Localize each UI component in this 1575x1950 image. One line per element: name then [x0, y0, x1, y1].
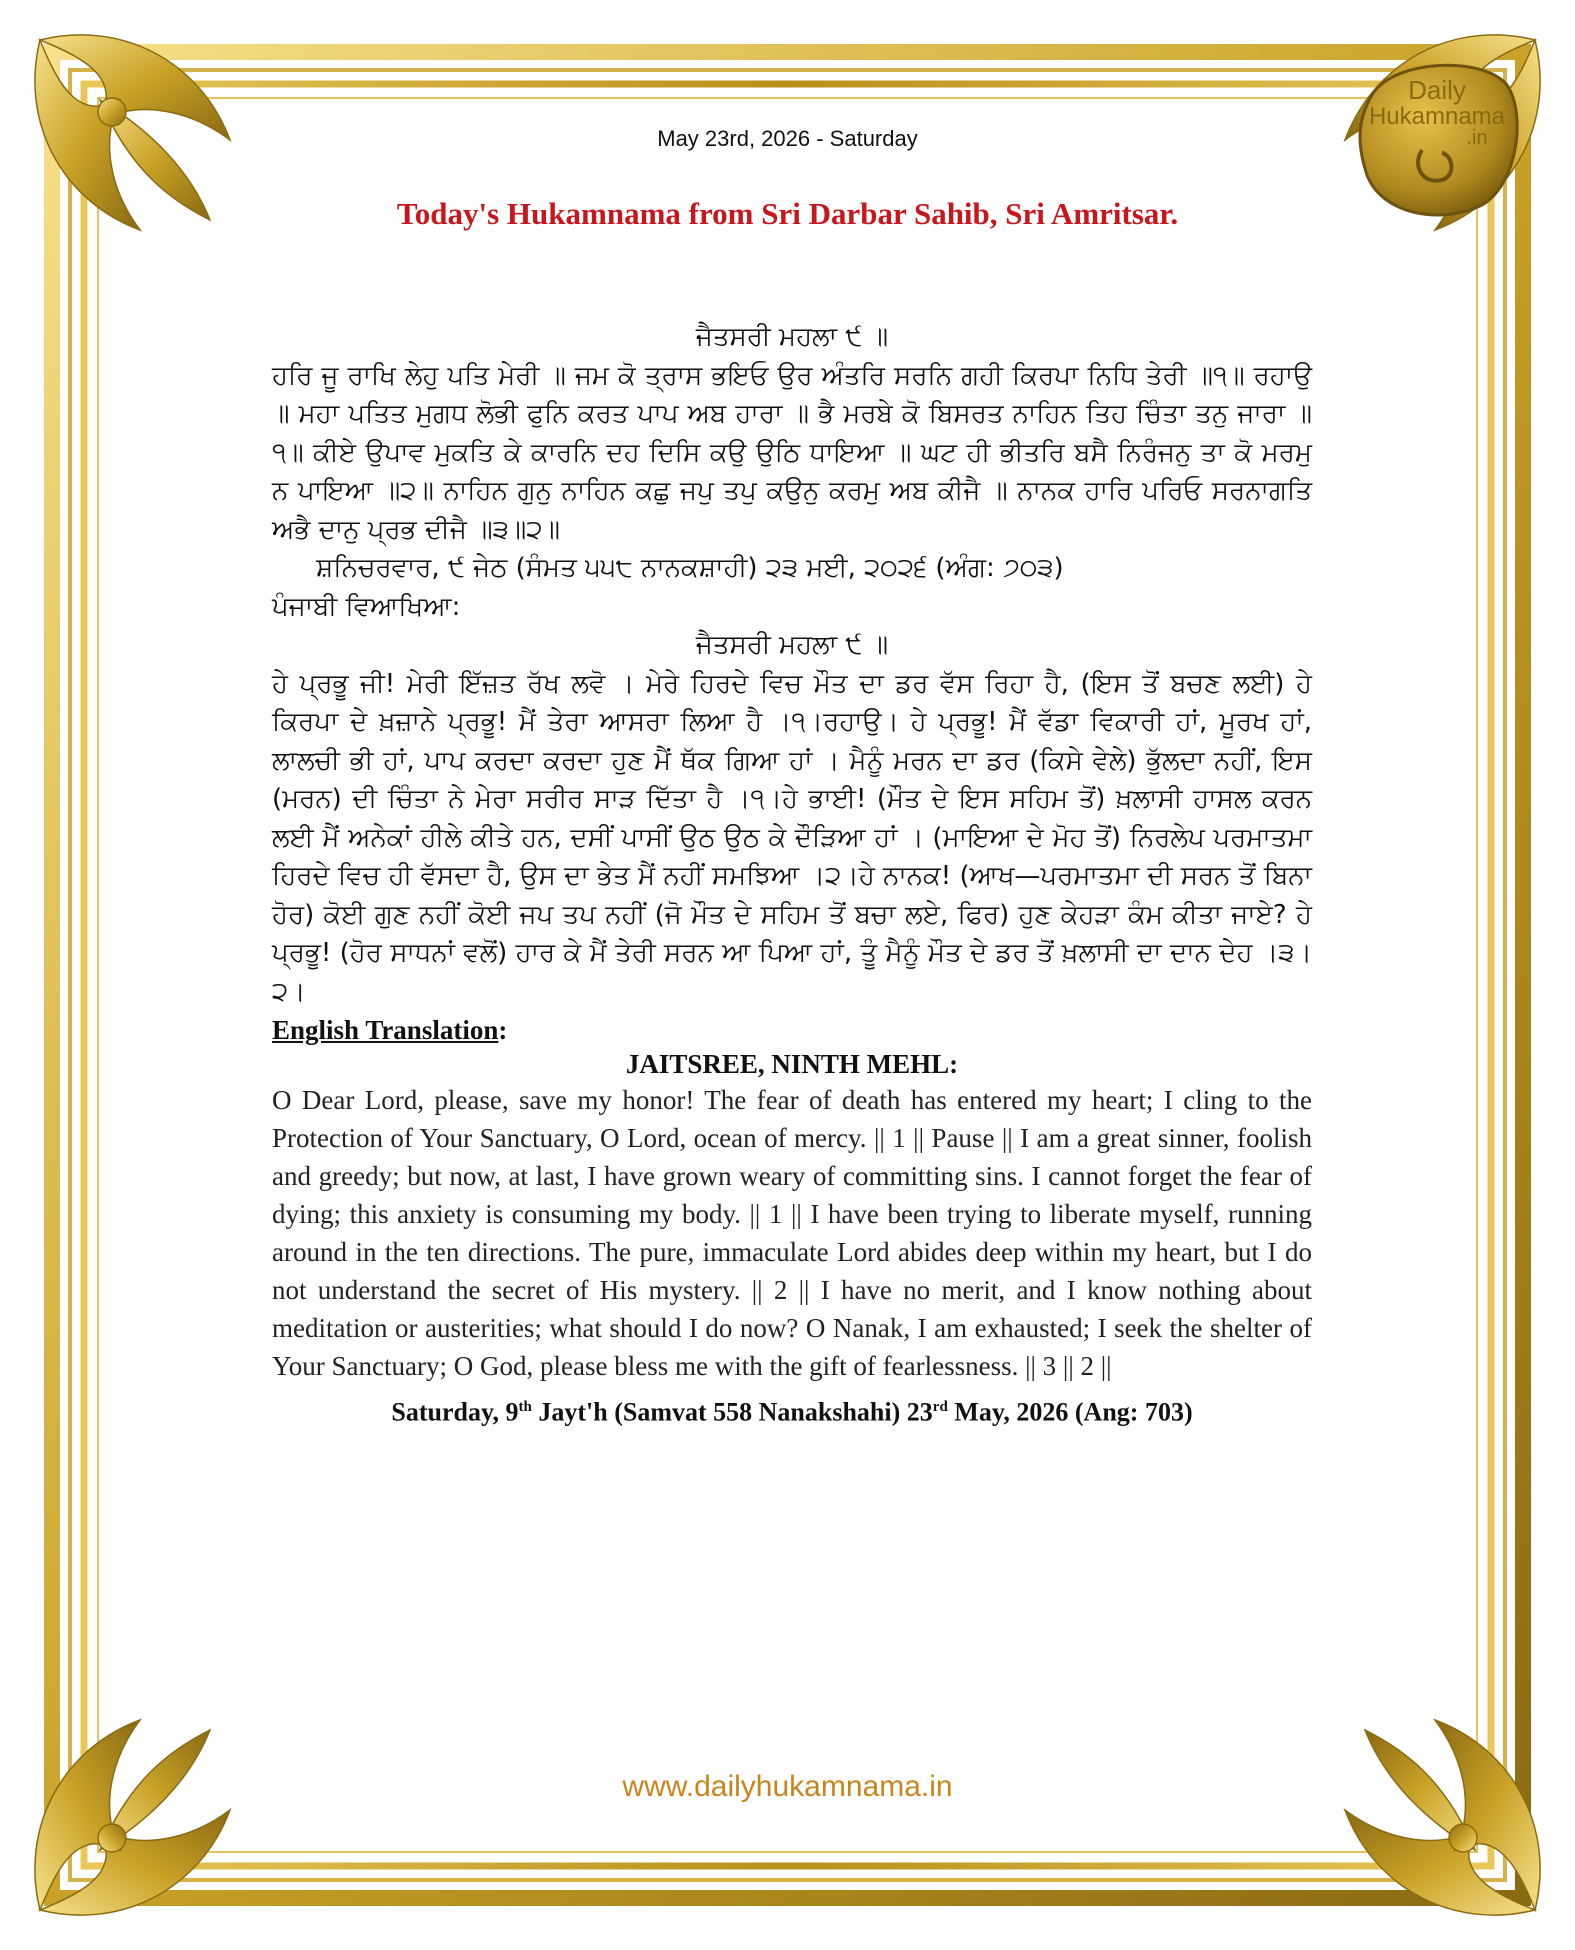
english-heading: JAITSREE, NINTH MEHL: — [625, 1049, 959, 1079]
website-url[interactable]: www.dailyhukamnama.in — [622, 1770, 953, 1803]
corner-ornament-bottom-left — [35, 1720, 230, 1915]
gurbani-date: ਸ਼ਨਿਚਰਵਾਰ, ੯ ਜੇਠ (ਸੰਮਤ ੫੫੮ ਨਾਨਕਸ਼ਾਹੀ) ੨੩ ਮਈ, ੨੦੨੬ (ਅੰਗ: ੭੦੩) — [316, 553, 1064, 583]
logo-text-line1: Daily — [1408, 75, 1466, 105]
punjabi-explanation: ਹੇ ਪ੍ਰਭੂ ਜੀ! ਮੇਰੀ ਇੱਜ਼ਤ ਰੱਖ ਲਵੋ । ਮੇਰੇ ਹਿਰਦੇ ਵਿਚ ਮੌਤ ਦਾ ਡਰ ਵੱਸ ਰਿਹਾ ਹੈ, (ਇਸ ਤੋਂ ਬਚਣ ਲਈ) ਹੇ ਕਿਰਪਾ ਦੇ ਖ਼ਜ਼ਾਨੇ ਪ੍ਰਭੂ! ਮੈਂ ਤੇਰਾ ਆਸਰਾ ਲਿਆ ਹੈ ।੧।ਰਹਾਉ। ਹੇ ਪ੍ਰਭੂ! ਮੈਂ ਵੱਡਾ ਵਿਕਾਰੀ ਹਾਂ, ਮੂਰਖ ਹਾਂ, ਲਾਲਚੀ ਭੀ ਹਾਂ, ਪਾਪ ਕਰਦਾ ਕਰਦਾ ਹੁਣ ਮੈਂ ਥੱਕ ਗਿਆ ਹਾਂ । ਮੈਨੂੰ ਮਰਨ ਦਾ ਡਰ (ਕਿਸੇ ਵੇਲੇ) ਭੁੱਲਦਾ ਨਹੀਂ, ਇਸ (ਮਰਨ) ਦੀ ਚਿੰਤਾ ਨੇ ਮੇਰਾ ਸਰੀਰ ਸਾੜ ਦਿੱਤਾ ਹੈ ।੧।ਹੇ ਭਾਈ! (ਮੌਤ ਦੇ ਇਸ ਸਹਿਮ ਤੋਂ) ਖ਼ਲਾਸੀ ਹਾਸਲ ਕਰਨ ਲਈ ਮੈਂ ਅਨੇਕਾਂ ਹੀਲੇ ਕੀਤੇ ਹਨ, ਦਸੀਂ ਪਾਸੀਂ ਉਠ ਉਠ ਕੇ ਦੌੜਿਆ ਹਾਂ । (ਮਾਇਆ ਦੇ ਮੋਹ ਤੋਂ) ਨਿਰਲੇਪ ਪਰਮਾਤਮਾ ਹਿਰਦੇ ਵਿਚ ਹੀ ਵੱਸਦਾ ਹੈ, ਉਸ ਦਾ ਭੇਤ ਮੈਂ ਨਹੀਂ ਸਮਝਿਆ ।੨।ਹੇ ਨਾਨਕ! (ਆਖ—ਪਰਮਾਤਮਾ ਦੀ ਸਰਨ ਤੋਂ ਬਿਨਾ ਹੋਰ) ਕੋਈ ਗੁਣ ਨਹੀਂ ਕੋਈ ਜਪ ਤਪ ਨਹੀਂ (ਜੋ ਮੌਤ ਦੇ ਸਹਿਮ ਤੋਂ ਬਚਾ ਲਏ, ਫਿਰ) ਹੁਣ ਕੇਹੜਾ ਕੰਮ ਕੀਤਾ ਜਾਏ? ਹੇ ਪ੍ਰਭੂ! (ਹੋਰ ਸਾਧਨਾਂ ਵਲੋਂ) ਹਾਰ ਕੇ ਮੈਂ ਤੇਰੀ ਸਰਨ ਆ ਪਿਆ ਹਾਂ, ਤੂੰ ਮੈਨੂੰ ਮੌਤ ਦੇ ਡਰ ਤੋਂ ਖ਼ਲਾਸੀ ਦਾ ਦਾਨ ਦੇਹ ।੩।੨। — [272, 668, 1312, 1007]
page-title: Today's Hukamnama from Sri Darbar Sahib, Sri Amritsar. — [396, 196, 1179, 231]
gurbani-heading: ਜੈਤਸਰੀ ਮਹਲਾ ੯ ॥ — [695, 322, 889, 352]
hukamnama-content — [272, 318, 1312, 1431]
punjabi-heading: ਜੈਤਸਰੀ ਮਹਲਾ ੯ ॥ — [695, 630, 889, 660]
logo-text-line3: .in — [1466, 127, 1488, 149]
gurbani-text: ਹਰਿ ਜੂ ਰਾਖਿ ਲੇਹੁ ਪਤਿ ਮੇਰੀ ॥ ਜਮ ਕੋ ਤ੍ਰਾਸ ਭਇਓ ਉਰ ਅੰਤਰਿ ਸਰਨਿ ਗਹੀ ਕਿਰਪਾ ਨਿਧਿ ਤੇਰੀ ॥੧॥ ਰਹਾਉ ॥ ਮਹਾ ਪਤਿਤ ਮੁਗਧ ਲੋਭੀ ਫੁਨਿ ਕਰਤ ਪਾਪ ਅਬ ਹਾਰਾ ॥ ਭੈ ਮਰਬੇ ਕੋ ਬਿਸਰਤ ਨਾਹਿਨ ਤਿਹ ਚਿੰਤਾ ਤਨੁ ਜਾਰਾ ॥੧॥ ਕੀਏ ਉਪਾਵ ਮੁਕਤਿ ਕੇ ਕਾਰਨਿ ਦਹ ਦਿਸਿ ਕਉ ਉਠਿ ਧਾਇਆ ॥ ਘਟ ਹੀ ਭੀਤਰਿ ਬਸੈ ਨਿਰੰਜਨੁ ਤਾ ਕੋ ਮਰਮੁ ਨ ਪਾਇਆ ॥੨॥ ਨਾਹਿਨ ਗੁਨੁ ਨਾਹਿਨ ਕਛੁ ਜਪੁ ਤਪੁ ਕਉਨੁ ਕਰਮੁ ਅਬ ਕੀਜੈ ॥ ਨਾਨਕ ਹਾਰਿ ਪਰਿਓ ਸਰਨਾਗਤਿ ਅਭੈ ਦਾਨੁ ਪ੍ਰਭ ਦੀਜੈ ॥੩॥੨॥ — [272, 360, 1312, 545]
date-line: May 23rd, 2026 - Saturday — [657, 126, 918, 151]
english-label: English Translation: — [272, 1015, 508, 1045]
punjabi-label: ਪੰਜਾਬੀ ਵਿਆਖਿਆ: — [272, 591, 461, 622]
logo-text-line2: Hukamnama — [1368, 103, 1506, 130]
corner-ornament-bottom-right — [1345, 1720, 1540, 1915]
english-translation: O Dear Lord, please, save my honor! The fear of death has entered my heart; I cling to the Protection of Your Sanctuary, O Lord, ocean of mercy. || 1 || Pause || I am a great sinner, foolish and greedy; but now, at last, I have grown weary of committing sins. I cannot forget the fear of dying; this anxiety is consuming my body. || 1 || I have been trying to liberate myself, running around in the ten directions. The pure, immaculate Lord abides deep within my heart, but I do not understand the secret of His mystery. || 2 || I have no merit, and I know nothing about meditation or austerities; what should I do now? O Nanak, I am exhausted; I seek the shelter of Your Sanctuary; O God, please bless me with the gift of fearlessness. || 3 || 2 || — [272, 1085, 1312, 1381]
english-date: Saturday, 9th Jayt'h (Samvat 558 Nanakshahi) 23rd May, 2026 (Ang: 703) — [391, 1397, 1193, 1427]
